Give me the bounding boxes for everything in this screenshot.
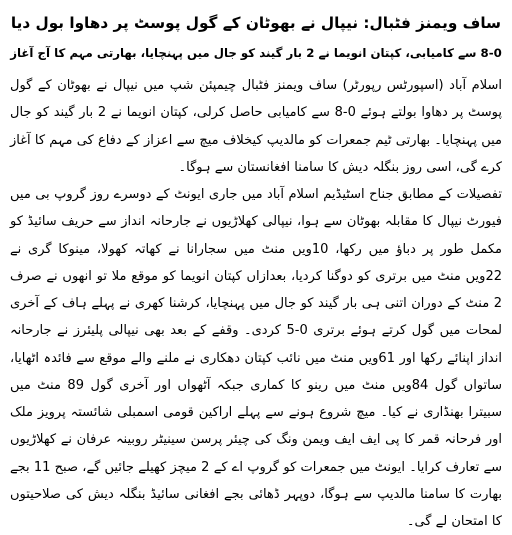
headline-main: ساف ویمنز فٹبال: نیپال نے بھوٹان کے گول پوسٹ پر دھاوا بول دیا — [10, 14, 502, 32]
article-paragraph-details: تفصیلات کے مطابق جناح اسٹیڈیم اسلام آباد میں جاری ایونٹ کے دوسرے روز گروپ بی میں فیورٹ نیپال کا مقابلہ بھوٹان سے ہوا، نیپالی کھلاڑیوں نے جارحانہ انداز سے حریف سائیڈ کو مکمل طور پر دباؤ میں رکھا، 10ویں منٹ میں سجارانا نے کھاتہ کھولا، مینوکا گری نے 22ویں منٹ میں برتری کو دوگنا کردیا، بعدازاں کپتان انویما کو موقع ملا تو انھوں نے صرف 2 منٹ کے دوران اتنی ہی بار گیند کو جال میں پہنچایا، کرشنا کھری نے پہلے ہاف کے آخری لمحات میں گول کرتے ہوئے برتری 0-5 کردی۔ وقفے کے بعد بھی نیپالی پلیئرز نے جارحانہ انداز اپنائے رکھا اور 61ویں منٹ میں نائب کپتان دھکاری نے ملنے والے موقع سے فائدہ اٹھایا، ساتواں گول 84ویں منٹ میں رینو کا کماری جبکہ آٹھواں اور آخری گول 89 منٹ میں سبیترا بھنڈاری نے کیا۔ میچ شروع ہونے سے پہلے اراکین قومی اسمبلی شائستہ پرویز ملک اور فرحانہ قمر کا پی ایف ایف ویمن ونگ کی چیئر پرسن سینیٹر روبینہ عرفان نے کھلاڑیوں سے تعارف کرایا۔ ایونٹ میں جمعرات کو گروپ اے کے 2 میچز کھیلے جائیں گے، صبح 11 بجے بھارت کا سامنا مالدیپ سے ہوگا، دوپہر ڈھائی بجے افغانی سائیڈ بنگلہ دیش کی صلاحیتوں کا امتحان لے گی۔ — [10, 187, 503, 529]
headline-sub: 8-0 سے کامیابی، کپتان انویما نے 2 بار گیند کو جال میں پہنچایا، بھارتی مہم کا آج آغاز — [10, 46, 502, 60]
article-paragraph-intro: اسلام آباد (اسپورٹس رپورٹر) ساف ویمنز فٹبال چیمپئن شپ میں نیپال نے بھوٹان کے گول پوسٹ پر دھاوا بولتے ہوئے 0-8 سے کامیابی حاصل کرلی، کپتان انویما نے 2 بار گیند کو جال میں پہنچایا۔ بھارتی ٹیم جمعرات کو مالدیپ کیخلاف میچ سے اعزاز کے دفاع کی مہم کا آغاز کرے گی، اسی روز بنگلہ دیش کا سامنا افغانستان سے ہوگا۔ — [10, 78, 502, 175]
